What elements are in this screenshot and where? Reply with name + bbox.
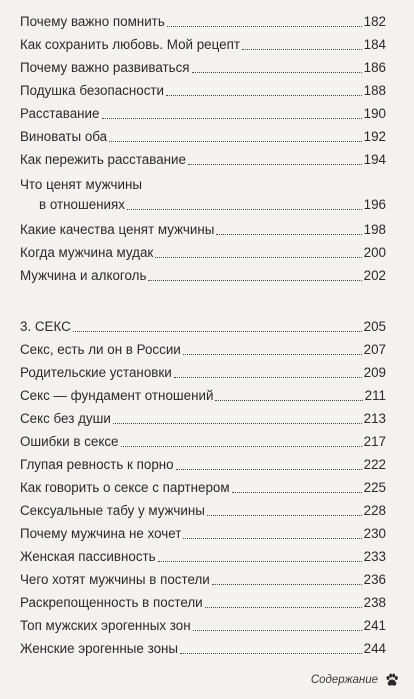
entry-title: Мужчина и алкоголь [20, 268, 147, 283]
toc-entry [20, 245, 386, 261]
entry-title-line1: Что ценят мужчины [20, 177, 143, 192]
entry-title-line2: в отношениях [39, 197, 125, 212]
entry-page-number: 192 [363, 129, 386, 144]
entry-page-number: 202 [363, 268, 386, 283]
entry-page-number: 211 [364, 388, 386, 403]
toc-section-heading [20, 319, 386, 335]
dot-leader [166, 94, 362, 96]
entry-title: Как пережить расставание [20, 152, 186, 167]
toc-entry [20, 526, 386, 542]
toc-entry [20, 60, 386, 76]
entry-title: Расставание [20, 106, 100, 121]
dot-leader [216, 233, 361, 235]
toc-entry [20, 365, 386, 381]
entry-title: Глупая ревность к порно [20, 457, 174, 472]
entry-title: Женские эрогенные зоны [20, 641, 179, 656]
dot-leader [192, 71, 362, 73]
entry-page-number: 225 [363, 480, 386, 495]
entry-title: Как сохранить любовь. Мой рецепт [20, 37, 240, 52]
entry-page-number: 241 [363, 618, 386, 633]
entry-page-number: 196 [363, 197, 386, 212]
entry-page-number: 209 [363, 365, 386, 380]
toc-entry [20, 37, 386, 53]
toc-entry [20, 222, 386, 238]
entry-page-number: 200 [363, 245, 386, 260]
entry-title: Ошибки в сексе [20, 434, 119, 449]
entry-title: Чего хотят мужчины в постели [20, 572, 210, 587]
page-footer [311, 672, 400, 688]
toc-entry [20, 268, 386, 284]
toc-entry [20, 549, 386, 565]
dot-leader [232, 491, 362, 493]
toc-entry [20, 572, 386, 588]
entry-title: Какие качества ценят мужчины [20, 222, 215, 237]
entry-title: Топ мужских эрогенных зон [20, 618, 191, 633]
dot-leader [148, 279, 361, 281]
toc-entry [20, 152, 386, 168]
dot-leader [174, 376, 362, 378]
entry-page-number: 222 [363, 457, 386, 472]
entry-page-number: 233 [363, 549, 386, 564]
dot-leader [167, 25, 362, 27]
footer-label: Содержание [310, 674, 378, 686]
dot-leader [183, 537, 361, 539]
entry-page-number: 217 [363, 434, 386, 449]
entry-page-number: 198 [363, 222, 386, 237]
toc-entry [20, 14, 386, 30]
entry-page-number: 228 [363, 503, 386, 518]
entry-page-number: 244 [363, 641, 386, 656]
entry-page-number: 230 [363, 526, 386, 541]
toc-entry [20, 503, 386, 519]
entry-page-number: 186 [363, 60, 386, 75]
entry-page-number: 236 [363, 572, 386, 587]
entry-title: Когда мужчина мудак [20, 245, 154, 260]
dot-leader [193, 629, 362, 631]
dot-leader [102, 117, 362, 119]
entry-page-number: 194 [363, 152, 386, 167]
entry-page-number: 238 [363, 595, 386, 610]
entry-page-number: 205 [363, 319, 386, 334]
dot-leader [113, 422, 362, 424]
entry-title: Секс без души [20, 411, 111, 426]
toc-entry [20, 595, 386, 611]
entry-page-number: 188 [363, 83, 386, 98]
dot-leader [242, 48, 362, 50]
toc-entry [20, 342, 386, 358]
entry-page-number: 207 [363, 342, 386, 357]
toc-entry [20, 411, 386, 427]
dot-leader [215, 399, 362, 401]
dot-leader [158, 560, 362, 562]
entry-title: Раскрепощенность в постели [20, 595, 203, 610]
dot-leader [73, 330, 362, 332]
entry-title: Секс — фундамент отношений [20, 388, 214, 403]
dot-leader [183, 353, 362, 355]
entry-title: Почему мужчина не хочет [20, 526, 182, 541]
entry-title: Родительские установки [20, 365, 172, 380]
dot-leader [205, 606, 362, 608]
section-title: 3. СЕКС [20, 319, 71, 334]
toc-entry [20, 129, 386, 145]
dot-leader [155, 256, 361, 258]
toc-entry [20, 106, 386, 122]
toc-entry [20, 457, 386, 473]
dot-leader [207, 514, 362, 516]
toc-entry [20, 83, 386, 99]
toc-entry [20, 618, 386, 634]
entry-title: Почему важно развиваться [20, 60, 190, 75]
entry-title: Женская пассивность [20, 549, 156, 564]
dot-leader [109, 140, 362, 142]
entry-title: Виноваты оба [20, 129, 108, 144]
dot-leader [188, 163, 362, 165]
entry-title: Сексуальные табу у мужчины [20, 503, 205, 518]
entry-page-number: 213 [363, 411, 386, 426]
toc-entry [20, 388, 386, 404]
entry-title: Почему важно помнить [20, 14, 165, 29]
dot-leader [180, 652, 362, 654]
entry-page-number: 182 [363, 14, 386, 29]
dot-leader [121, 445, 362, 447]
toc-entry [20, 480, 386, 496]
entry-page-number: 190 [363, 106, 386, 121]
entry-title: Как говорить о сексе с партнером [20, 480, 230, 495]
dot-leader [176, 468, 362, 470]
entry-title: Подушка безопасности [20, 83, 165, 98]
entry-page-number: 184 [363, 37, 386, 52]
entry-title: Секс, есть ли он в России [20, 342, 181, 357]
toc-entry [20, 434, 386, 450]
paw-icon [384, 672, 400, 688]
toc-entry [39, 197, 386, 213]
dot-leader [212, 583, 362, 585]
toc-entry [20, 641, 386, 657]
dot-leader [127, 208, 362, 210]
